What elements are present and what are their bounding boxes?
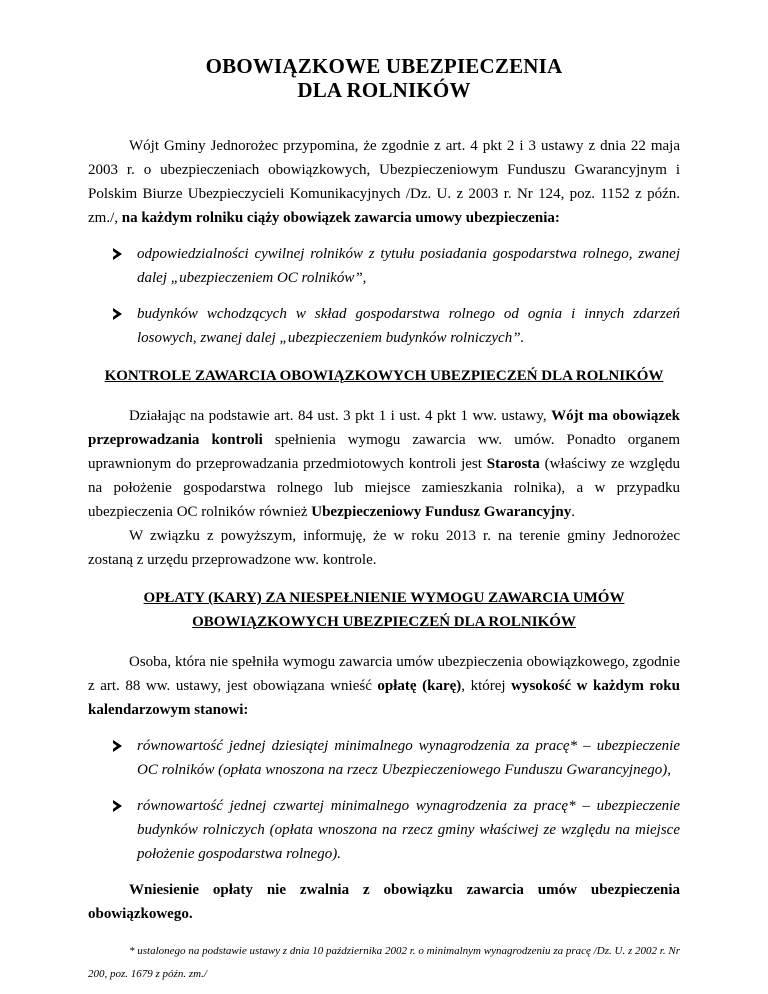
title-line-1: OBOWIĄZKOWE UBEZPIECZENIA bbox=[205, 54, 563, 78]
closing-bold-text: Wniesienie opłaty nie zwalnia z obowiązku zawarcia umów ubezpieczenia obowiązkowego. bbox=[88, 882, 680, 922]
list-item-text: równowartość jednej czwartej minimalnego wynagrodzenia za pracę* – ubezpieczenie budynków rolniczych (opłata wnoszona na rzecz gminy właściwej ze względu na miejsce położenie gospodarstwa rolnego). bbox=[137, 798, 680, 862]
arrow-bullet-icon bbox=[113, 740, 122, 752]
controls-info-paragraph: W związku z powyższym, informuję, że w roku 2013 r. na terenie gminy Jednorożec zostaną z urzędu przeprowadzone ww. kontrole. bbox=[88, 528, 680, 568]
list-item bbox=[88, 794, 680, 866]
fees-bold-2: wysokość w każdym roku kalendarzowym stanowi: bbox=[88, 678, 680, 718]
fees-text-2: , której bbox=[461, 678, 512, 694]
document-title bbox=[88, 54, 680, 102]
controls-text-4: . bbox=[571, 504, 575, 520]
controls-bold-3: Ubezpieczeniowy Fundusz Gwarancyjny bbox=[311, 504, 572, 520]
controls-paragraph bbox=[88, 404, 680, 524]
arrow-bullet-icon bbox=[113, 308, 122, 320]
intro-bold-text: na każdym rolniku ciąży obowiązek zawarcia umowy ubezpieczenia: bbox=[121, 210, 560, 226]
controls-text-1: Działając na podstawie art. 84 ust. 3 pkt 1 i ust. 4 pkt 1 ww. ustawy, bbox=[129, 408, 552, 424]
section-heading-fees-line-1: OPŁATY (KARY) ZA NIESPEŁNIENIE WYMOGU ZAWARCIA UMÓW bbox=[143, 590, 625, 606]
closing-paragraph bbox=[88, 878, 680, 926]
document-page bbox=[88, 0, 680, 986]
intro-paragraph bbox=[88, 134, 680, 230]
list-item bbox=[88, 242, 680, 290]
list-item bbox=[88, 302, 680, 350]
fees-list bbox=[88, 734, 680, 866]
title-line-2: DLA ROLNIKÓW bbox=[297, 78, 471, 102]
intro-text: Wójt Gminy Jednorożec przypomina, że zgodnie z art. 4 pkt 2 i 3 ustawy z dnia 22 maja 2003 r. o ubezpieczeniach obowiązkowych, Ubezpieczeniowym Funduszu Gwarancyjnym i Polskim Biurze Ubezpieczycieli Komunikacyjnych /Dz. U. z 2003 r. Nr 124, poz. 1152 z późn. zm./, bbox=[88, 138, 680, 226]
list-item-text: odpowiedzialności cywilnej rolników z tytułu posiadania gospodarstwa rolnego, zwanej dalej „ubezpieczeniem OC rolników”, bbox=[137, 246, 680, 286]
insurance-types-list bbox=[88, 242, 680, 350]
list-item bbox=[88, 734, 680, 782]
fees-bold-1: opłatę (karę) bbox=[377, 678, 462, 694]
fees-paragraph bbox=[88, 650, 680, 722]
list-item-text: budynków wchodzących w skład gospodarstwa rolnego od ognia i innych zdarzeń losowych, zwanej dalej „ubezpieczeniem budynków rolniczych”. bbox=[137, 306, 680, 346]
controls-text-3: (właściwy ze względu na położenie gospodarstwa rolnego lub miejsce zamieszkania rolnika), a w przypadku ubezpieczenia OC rolników również bbox=[88, 456, 680, 520]
section-heading-controls: KONTROLE ZAWARCIA OBOWIĄZKOWYCH UBEZPIECZEŃ DLA ROLNIKÓW bbox=[104, 368, 664, 384]
controls-bold-1: Wójt ma obowiązek przeprowadzania kontroli bbox=[88, 408, 680, 448]
controls-bold-2: Starosta bbox=[486, 456, 540, 472]
fees-text-1: Osoba, która nie spełniła wymogu zawarcia umów ubezpieczenia obowiązkowego, zgodnie z art. 88 ww. ustawy, jest obowiązana wnieść bbox=[88, 654, 680, 694]
section-heading-fees-line-2: OBOWIĄZKOWYCH UBEZPIECZEŃ DLA ROLNIKÓW bbox=[192, 614, 576, 630]
controls-text-2: spełnienia wymogu zawarcia ww. umów. Ponadto organem uprawnionym do przeprowadzania przedmiotowych kontroli jest bbox=[88, 432, 680, 472]
arrow-bullet-icon bbox=[113, 248, 122, 260]
list-item-text: równowartość jednej dziesiątej minimalnego wynagrodzenia za pracę* – ubezpieczenie OC rolników (opłata wnoszona na rzecz Ubezpieczeniowego Funduszu Gwarancyjnego), bbox=[137, 738, 680, 778]
arrow-bullet-icon bbox=[113, 800, 122, 812]
footnote: * ustalonego na podstawie ustawy z dnia 10 października 2002 r. o minimalnym wynagrodzeniu za pracę /Dz. U. z 2002 r. Nr 200, poz. 1679 z późn. zm./ bbox=[88, 945, 680, 980]
